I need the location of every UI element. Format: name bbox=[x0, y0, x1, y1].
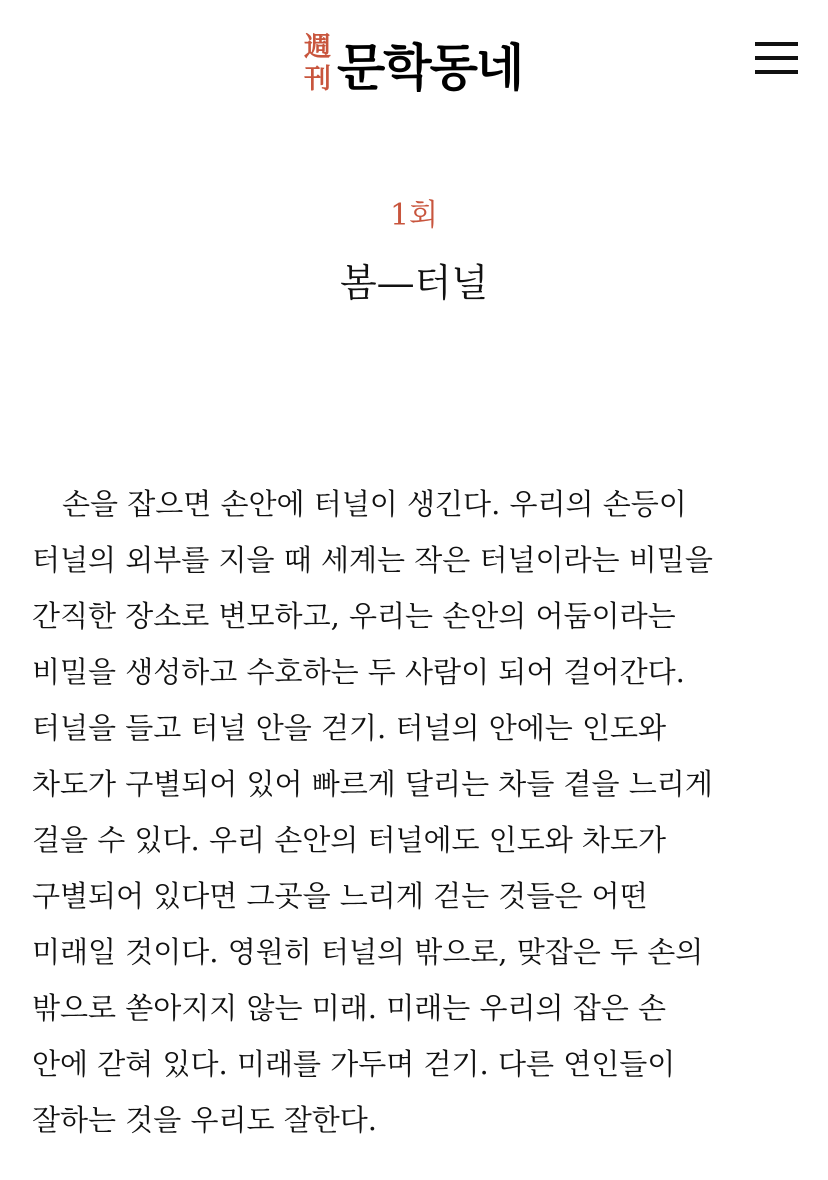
body-line: 터널을 들고 터널 안을 걷기. 터널의 안에는 인도와 bbox=[32, 711, 667, 745]
logo-hanja-2: 刊 bbox=[304, 64, 331, 95]
hamburger-menu-icon[interactable] bbox=[755, 40, 799, 76]
logo-hanja bbox=[304, 32, 331, 96]
episode-number: 1회 bbox=[389, 198, 439, 233]
site-logo[interactable] bbox=[304, 30, 522, 98]
body-line: 터널의 외부를 지을 때 세계는 작은 터널이라는 비밀을 bbox=[32, 543, 713, 577]
body-line: 차도가 구별되어 있어 빠르게 달리는 차들 곁을 느리게 bbox=[32, 767, 713, 801]
article-title: 봄—터널 bbox=[339, 261, 489, 305]
body-line: 손을 잡으면 손안에 터널이 생긴다. 우리의 손등이 bbox=[62, 487, 687, 521]
menu-bar bbox=[755, 70, 798, 74]
body-line: 잘하는 것을 우리도 잘한다. bbox=[32, 1103, 378, 1137]
menu-bar bbox=[755, 42, 798, 46]
body-line: 밖으로 쏟아지지 않는 미래. 미래는 우리의 잡은 손 bbox=[32, 991, 667, 1025]
body-line: 비밀을 생성하고 수호하는 두 사람이 되어 걸어간다. bbox=[32, 655, 685, 689]
logo-hanja-1: 週 bbox=[304, 32, 331, 63]
body-line: 간직한 장소로 변모하고, 우리는 손안의 어둠이라는 bbox=[32, 599, 676, 633]
body-line: 안에 갇혀 있다. 미래를 가두며 걷기. 다른 연인들이 bbox=[32, 1047, 676, 1081]
body-line: 구별되어 있다면 그곳을 느리게 걷는 것들은 어떤 bbox=[32, 879, 648, 913]
body-line: 걸을 수 있다. 우리 손안의 터널에도 인도와 차도가 bbox=[32, 823, 667, 857]
body-line: 미래일 것이다. 영원히 터널의 밖으로, 맞잡은 두 손의 bbox=[32, 935, 704, 969]
article-body bbox=[32, 476, 713, 1148]
logo-text: 문학동네 bbox=[337, 39, 523, 97]
menu-bar bbox=[755, 56, 798, 60]
